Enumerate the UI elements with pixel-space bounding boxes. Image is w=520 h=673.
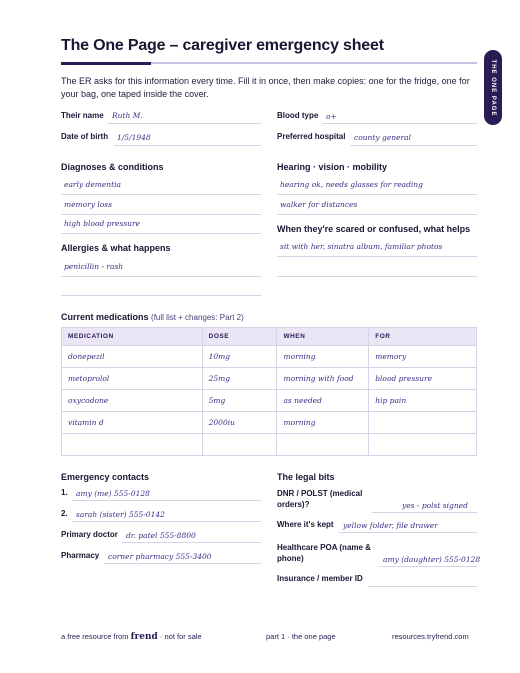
diagnosis-line (61, 233, 261, 234)
medication-cell[interactable]: vitamin d (62, 412, 203, 434)
dnr-line (372, 512, 477, 513)
pharmacy-line (104, 563, 261, 564)
when-cell[interactable]: as needed (277, 390, 369, 412)
dose-cell[interactable]: 5mg (202, 390, 277, 412)
contact-line (72, 521, 261, 522)
table-row (62, 434, 477, 456)
table-row (62, 412, 477, 434)
hearing-item[interactable]: hearing ok, needs glasses for reading (280, 180, 423, 189)
contact-number: 1. (61, 488, 68, 497)
dose-cell[interactable]: 10mg (202, 346, 277, 368)
title-rule (61, 62, 477, 64)
kept-label: Where it's kept (277, 520, 334, 529)
column-header: DOSE (202, 328, 277, 346)
hearing-line (277, 194, 477, 195)
contacts-heading: Emergency contacts (61, 472, 150, 482)
blood-line (322, 123, 477, 124)
column-header: FOR (369, 328, 477, 346)
diagnoses-heading: Diagnoses & conditions (61, 162, 164, 172)
name-label: Their name (61, 111, 104, 120)
table-row (62, 368, 477, 390)
doctor-line (122, 542, 261, 543)
when-cell[interactable]: morning (277, 412, 369, 434)
hearing-item[interactable]: walker for distances (280, 200, 358, 209)
title-rule-accent (61, 62, 151, 65)
medications-heading (61, 312, 244, 322)
when-cell[interactable]: morning (277, 346, 369, 368)
contact-2-value[interactable]: sarah (sister) 555-0142 (76, 510, 165, 519)
diagnosis-item[interactable]: memory loss (64, 200, 112, 209)
dob-line (114, 145, 261, 146)
scared-line (277, 256, 477, 257)
medications-table (61, 327, 477, 456)
side-tab-label: THE ONE PAGE (490, 59, 496, 116)
insurance-label: Insurance / member ID (277, 574, 363, 583)
medication-cell[interactable]: oxycodone (62, 390, 203, 412)
diagnosis-line (61, 194, 261, 195)
name-value[interactable]: Ruth M. (112, 111, 143, 120)
column-header: WHEN (277, 328, 369, 346)
for-cell[interactable] (369, 412, 477, 434)
footer-center: part 1 · the one page (266, 632, 336, 641)
hospital-value[interactable]: county general (354, 133, 411, 142)
diagnosis-item[interactable]: high blood pressure (64, 219, 141, 228)
legal-heading: The legal bits (277, 472, 335, 482)
kept-line (339, 532, 477, 533)
when-cell[interactable]: morning with food (277, 368, 369, 390)
doctor-value[interactable]: dr. patel 555-8800 (126, 531, 196, 540)
contact-1-value[interactable]: amy (me) 555-0128 (76, 489, 150, 498)
blood-label: Blood type (277, 111, 319, 120)
medication-cell[interactable]: metoprolol (62, 368, 203, 390)
footer-prefix: a free resource from (61, 632, 129, 641)
column-header: MEDICATION (62, 328, 203, 346)
hospital-line (350, 145, 477, 146)
insurance-line (368, 586, 477, 587)
for-cell[interactable]: blood pressure (369, 368, 477, 390)
blood-value[interactable]: o+ (326, 112, 337, 121)
page-title: The One Page – caregiver emergency sheet (61, 37, 384, 54)
dose-cell[interactable]: 25mg (202, 368, 277, 390)
medications-note: (full list + changes: Part 2) (151, 313, 244, 322)
allergies-heading: Allergies & what happens (61, 243, 171, 253)
footer-suffix: · not for sale (159, 632, 202, 641)
side-tab (484, 50, 502, 125)
hospital-label: Preferred hospital (277, 132, 346, 141)
footer-left (61, 632, 202, 642)
for-cell[interactable] (369, 434, 477, 456)
scared-heading: When they're scared or confused, what helps (277, 224, 471, 234)
when-cell[interactable] (277, 434, 369, 456)
dose-cell[interactable]: 2000iu (202, 412, 277, 434)
name-line (108, 123, 261, 124)
table-row (62, 346, 477, 368)
dose-cell[interactable] (202, 434, 277, 456)
dob-label: Date of birth (61, 132, 109, 141)
contact-line (72, 500, 261, 501)
footer-link[interactable]: resources.tryfrend.com (392, 632, 469, 641)
diagnosis-line (61, 214, 261, 215)
hearing-line (277, 214, 477, 215)
poa-value[interactable]: amy (daughter) 555-0128 (383, 555, 481, 564)
allergy-item[interactable]: penicillin - rash (64, 262, 124, 271)
allergy-line (61, 295, 261, 296)
pharmacy-label: Pharmacy (61, 551, 100, 560)
intro-text: The ER asks for this information every time. Fill it in once, then make copies: one for the fridge, one for your bag, one taped inside the cover. (61, 76, 470, 99)
contact-number: 2. (61, 509, 68, 518)
dob-value[interactable]: 1/5/1948 (117, 133, 151, 142)
scared-item[interactable]: sit with her, sinatra album, familiar photos (280, 242, 443, 251)
poa-label: Healthcare POA (name & phone) (277, 543, 371, 563)
for-cell[interactable]: memory (369, 346, 477, 368)
medication-cell[interactable]: donepezil (62, 346, 203, 368)
kept-value[interactable]: yellow folder, file drawer (343, 521, 438, 530)
medication-cell[interactable] (62, 434, 203, 456)
poa-line (379, 566, 477, 567)
doctor-label: Primary doctor (61, 530, 118, 539)
medications-title: Current medications (61, 312, 149, 322)
for-cell[interactable]: hip pain (369, 390, 477, 412)
scared-line (277, 276, 477, 277)
dnr-label: DNR / POLST (medical orders)? (277, 489, 363, 509)
dnr-value[interactable]: yes - polst signed (402, 501, 468, 510)
allergy-line (61, 276, 261, 277)
medications-header-row (62, 328, 477, 346)
frend-logo: frend (130, 632, 158, 642)
diagnosis-item[interactable]: early dementia (64, 180, 122, 189)
pharmacy-value[interactable]: corner pharmacy 555-3400 (108, 552, 212, 561)
table-row (62, 390, 477, 412)
hearing-heading: Hearing · vision · mobility (277, 162, 388, 172)
